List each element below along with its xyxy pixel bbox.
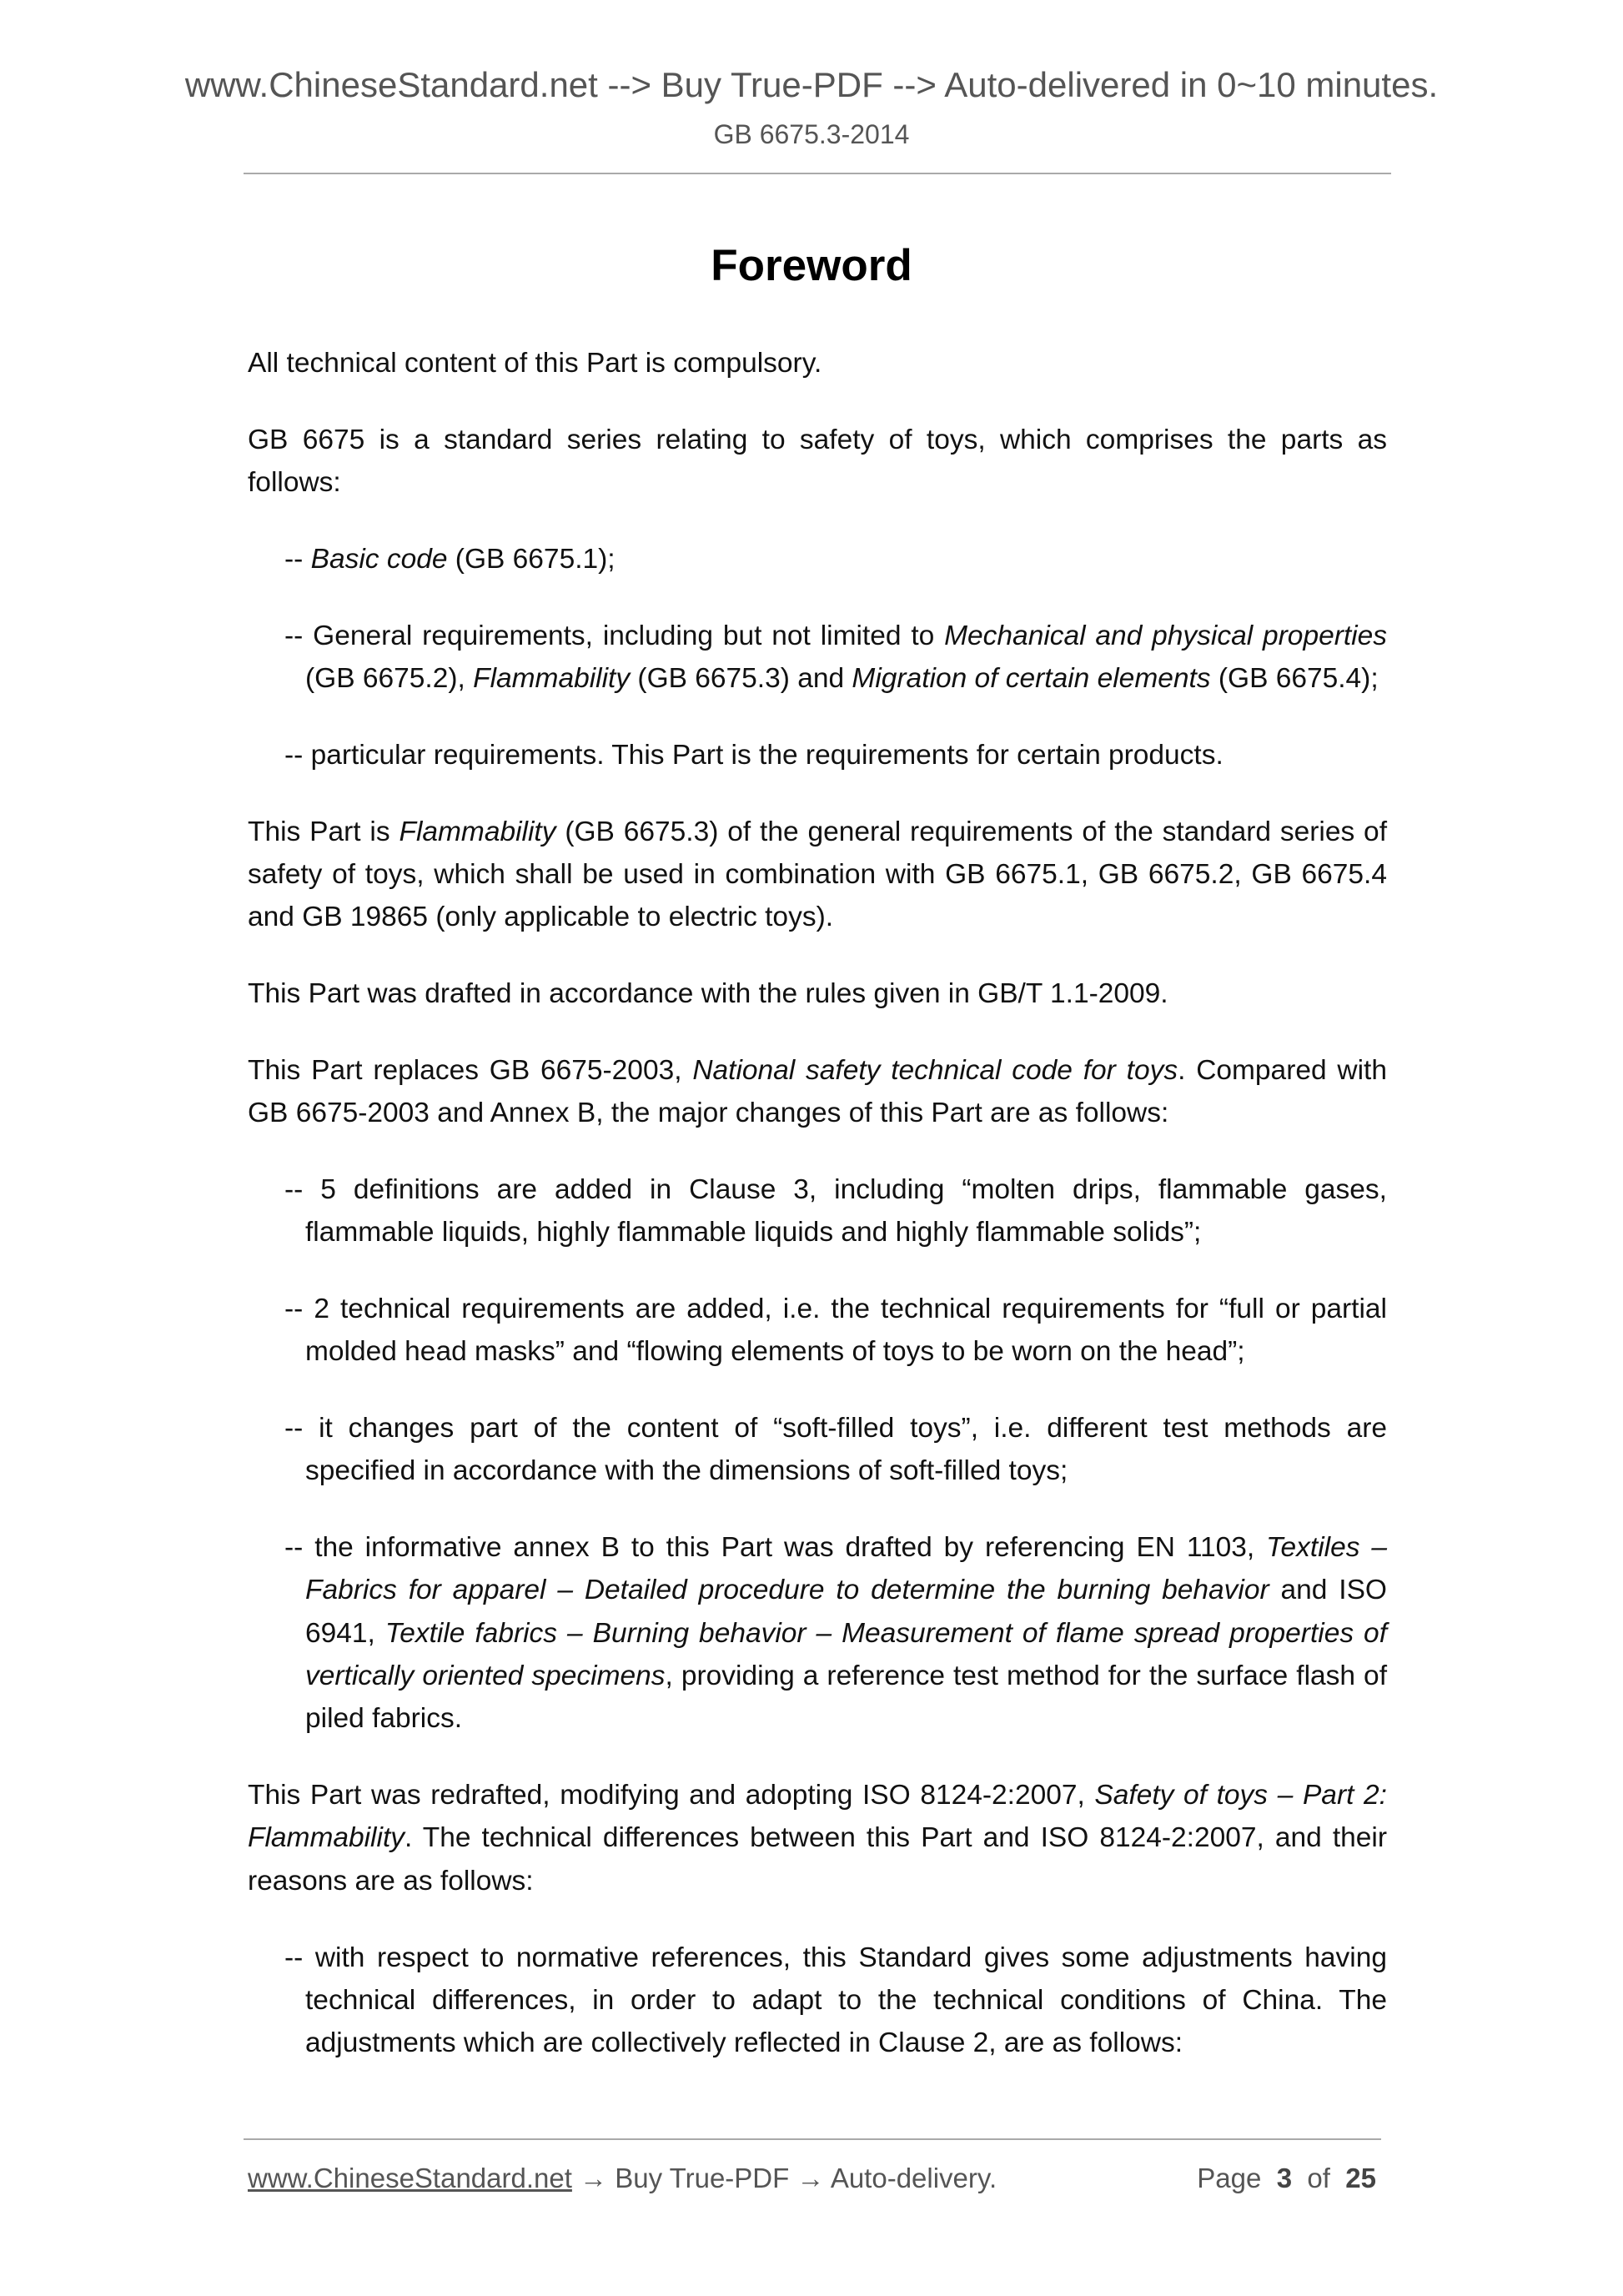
header-banner: www.ChineseStandard.net --> Buy True-PDF --> Auto-delivered in 0~10 minutes. <box>184 65 1439 104</box>
footer <box>248 2163 1376 2194</box>
italic-title-text: Textile fabrics – Burning behavior – Measurement of flame spread properties of vertically oriented specimens <box>305 1617 1387 1692</box>
italic-title-text: Textiles – Fabrics for apparel – Detailed procedure to determine the burning behavior <box>305 1532 1387 1606</box>
website-link[interactable]: www.ChineseStandard.net <box>248 2163 572 2193</box>
text-run: -- <box>284 543 311 575</box>
standard-id: GB 6675.3-2014 <box>713 119 910 149</box>
paragraph <box>248 1774 1387 1902</box>
text-run: GB 6675 is a standard series relating to safety of toys, which comprises the parts as follows: <box>248 424 1387 499</box>
text-run: and ISO 6941, <box>305 1575 1387 1649</box>
paragraph <box>248 342 1387 384</box>
text-run: -- 5 definitions are added in Clause 3, including “molten drips, flammable gases, flammable liquids, highly flammable liquids and highly flammable solids”; <box>284 1173 1387 1248</box>
italic-title-text: Basic code <box>310 543 448 575</box>
italic-title-text: Mechanical and physical properties <box>944 620 1387 651</box>
text-run: (GB 6675.3) of the general requirements of the standard series of safety of toys, which shall be used in combination with GB 6675.1, GB 6675.2, GB 6675.4 and GB 19865 (only applicable to electric toys). <box>248 816 1387 933</box>
text-run: This Part is <box>248 816 399 847</box>
list-item <box>284 615 1387 701</box>
italic-title-text: Safety of toys – Part 2: Flammability <box>248 1780 1387 1854</box>
text-run: (GB 6675.1); <box>447 543 616 575</box>
text-run: This Part was redrafted, modifying and adopting ISO 8124-2:2007, <box>248 1780 1095 1811</box>
text-run: -- the informative annex B to this Part was drafted by referencing EN 1103, <box>284 1532 1267 1564</box>
paragraph <box>248 972 1387 1015</box>
text-run: (GB 6675.2), <box>305 662 474 694</box>
footer-tagline: → Buy True-PDF → Auto-delivery. <box>571 2163 997 2193</box>
text-run: . Compared with GB 6675-2003 and Annex B, the major changes of this Part are as follows: <box>248 1054 1387 1129</box>
page-label: Page <box>1197 2163 1262 2193</box>
text-run: -- 2 technical requirements are added, i.e. the technical requirements for “full or partial molded head masks” and “flowing elements of toys to be worn on the head”; <box>284 1293 1387 1368</box>
list-item <box>284 1407 1387 1493</box>
list-item <box>284 538 1387 580</box>
page-indicator <box>1197 2163 1376 2194</box>
of-label: of <box>1307 2163 1330 2193</box>
list-item <box>284 734 1387 776</box>
list-item <box>284 1526 1387 1740</box>
footer-divider <box>244 2138 1381 2140</box>
document-body <box>248 342 1387 2098</box>
text-run: -- with respect to normative references, this Standard gives some adjustments having technical differences, in order to adapt to the technical conditions of China. The adjustments which are collectively reflected in Clause 2, are as follows: <box>284 1942 1387 2059</box>
italic-title-text: Flammability <box>399 816 556 847</box>
header-divider <box>244 173 1391 174</box>
list-item <box>284 1168 1387 1254</box>
page-title: Foreword <box>711 241 912 290</box>
paragraph <box>248 811 1387 939</box>
page-total: 25 <box>1345 2163 1376 2193</box>
italic-title-text: Flammability <box>473 662 631 694</box>
text-run: , providing a reference test method for the surface flash of piled fabrics. <box>305 1660 1387 1735</box>
italic-title-text: Migration of certain elements <box>852 662 1211 694</box>
paragraph <box>248 419 1387 505</box>
page-current: 3 <box>1276 2163 1293 2193</box>
footer-left <box>248 2163 997 2194</box>
text-run: -- General requirements, including but not limited to <box>284 620 945 651</box>
text-run: All technical content of this Part is compulsory. <box>248 348 822 379</box>
text-run: This Part replaces GB 6675-2003, <box>248 1054 693 1086</box>
text-run: (GB 6675.3) and <box>630 662 852 694</box>
italic-title-text: National safety technical code for toys <box>692 1054 1178 1086</box>
text-run: -- particular requirements. This Part is the requirements for certain products. <box>284 739 1224 771</box>
text-run: This Part was drafted in accordance with the rules given in GB/T 1.1-2009. <box>248 977 1168 1009</box>
list-item <box>284 1288 1387 1374</box>
paragraph <box>248 1049 1387 1135</box>
text-run: . The technical differences between this Part and ISO 8124-2:2007, and their reasons are as follows: <box>248 1822 1387 1897</box>
text-run: (GB 6675.4); <box>1210 662 1379 694</box>
text-run: -- it changes part of the content of “soft-filled toys”, i.e. different test methods are specified in accordance with the dimensions of soft-filled toys; <box>284 1413 1387 1487</box>
list-item <box>284 1937 1387 2065</box>
